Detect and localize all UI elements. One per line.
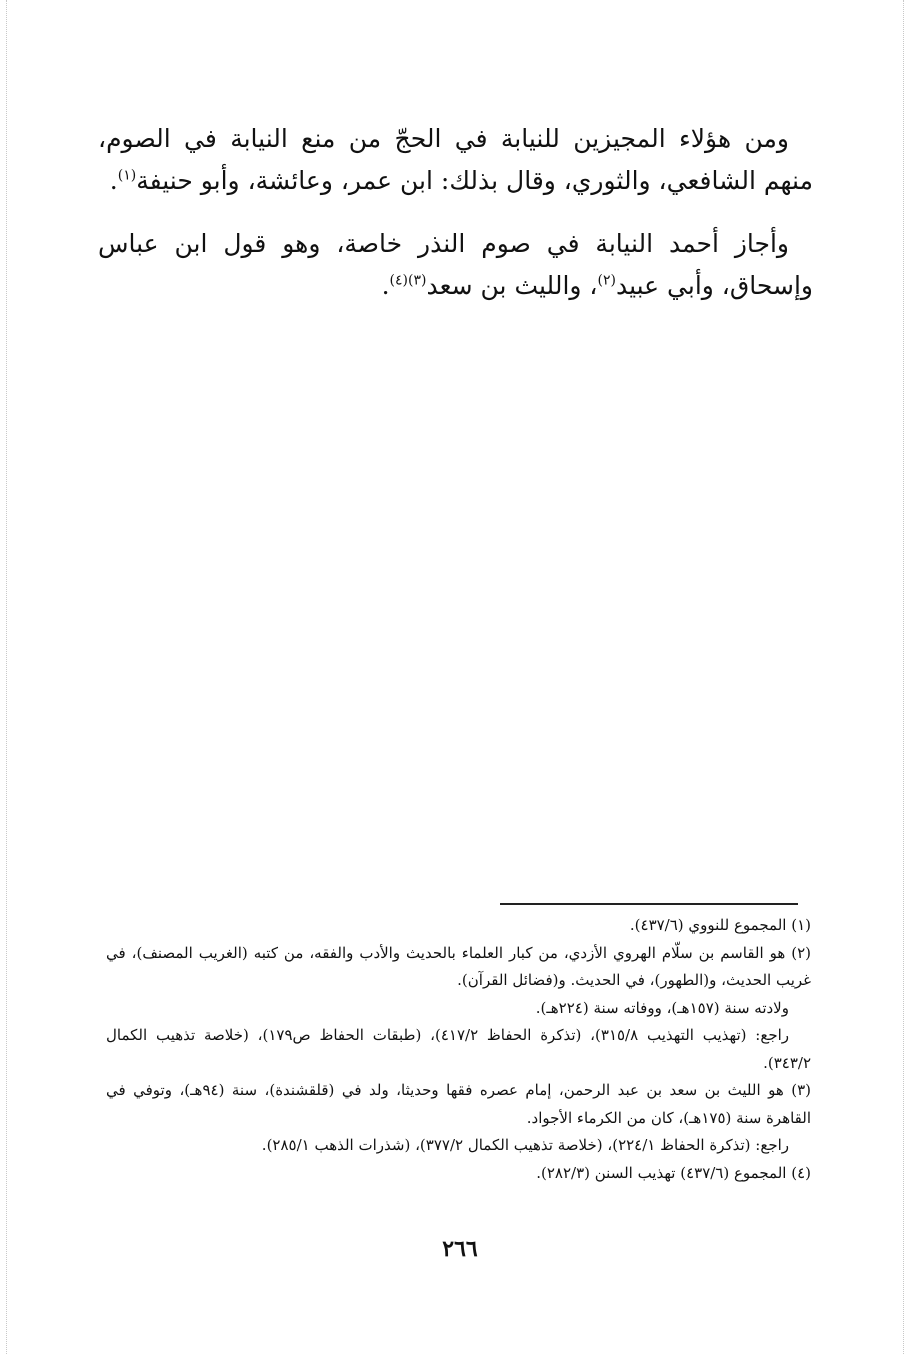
footnote-separator [500,903,798,905]
footnotes-section [106,912,811,1187]
paragraph-2-end: . [381,271,390,300]
footnote-3: (٣) هو الليث بن سعد بن عبد الرحمن، إمام عصره فقها وحديثا، ولد في (قلقشندة)، سنة (٩٤هـ)، وتوفي في القاهرة سنة (١٧٥هـ)، كان من الكرماء الأجواد. [106,1081,811,1127]
body-paragraph-2 [98,223,813,307]
footnote-ref-3-4: (٣)(٤) [389,272,427,289]
scan-edge-left [6,0,7,1354]
footnote-2: (٢) هو القاسم بن سلّام الهروي الأزدي، من كبار العلماء بالحديث والأدب والفقه، من كتبه (الغريب المصنف)، في غريب الحديث، و(الطهور)، في الحديث. و(فضائل القرآن). [106,943,811,989]
footnote-3-references: راجع: (تذكرة الحفاظ ٢٢٤/١)، (خلاصة تذهيب الكمال ٣٧٧/٢)، (شذرات الذهب ٢٨٥/١). [261,1136,789,1154]
footnote-4: (٤) المجموع (٤٣٧/٦) تهذيب السنن (٢٨٢/٣). [536,1163,811,1182]
footnote-ref-1: (١) [117,167,137,184]
footnote-2-dates: ولادته سنة (١٥٧هـ)، ووفاته سنة (٢٢٤هـ). [535,998,789,1017]
paragraph-1-text: ومن هؤلاء المجيزين للنيابة في الحجّ من منع النيابة في الصوم، منهم الشافعي، والثوري، وقال بذلك: ابن عمر، وعائشة، وأبو حنيفة [98,124,813,195]
footnote-ref-2: (٢) [597,272,616,289]
body-paragraph-1 [98,118,813,202]
paragraph-1-end: . [109,166,118,195]
paragraph-2-text: وأجاز أحمد النيابة في صوم النذر خاصة، وهو قول ابن عباس وإسحاق، وأبي عبيد [98,229,813,300]
page-number: ٢٦٦ [442,1236,478,1262]
paragraph-2-mid: ، والليث بن سعد [426,271,598,300]
scan-edge-right [903,0,904,1354]
footnote-2-references: راجع: (تهذيب التهذيب ٣١٥/٨)، (تذكرة الحفاظ ٤١٧/٢)، (طبقات الحفاظ ص١٧٩)، (خلاصة تذهيب الكمال ٣٤٣/٢). [106,1026,811,1072]
footnote-1: (١) المجموع للنووي (٤٣٧/٦). [629,916,811,934]
